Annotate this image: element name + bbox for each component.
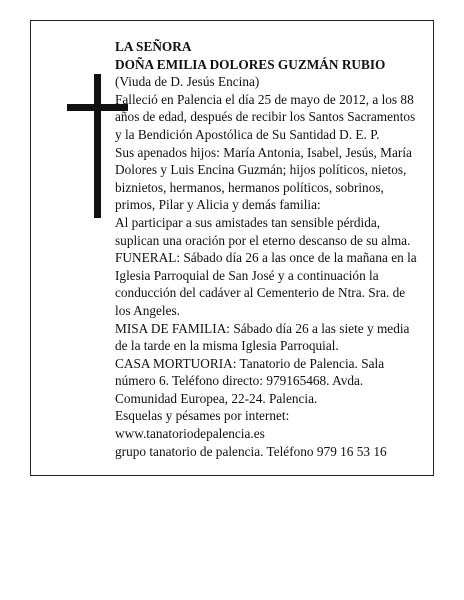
obituary-text [115, 38, 419, 460]
obituary-title: LA SEÑORA [115, 39, 192, 54]
family-list: Sus apenados hijos: María Antonia, Isabel, Jesús, María Dolores y Luis Encina Guzmán; hijos políticos, nietos, biznietos, hermanos, hermanos políticos, sobrinos, primos, Pilar y Alicia y demás familia: [115, 144, 412, 213]
deceased-name: DOÑA EMILIA DOLORES GUZMÁN RUBIO [115, 56, 386, 72]
website-link: www.tanatoriodepalencia.es [115, 426, 265, 442]
cross-vertical-beam [94, 74, 101, 218]
internet-label: Esquelas y pésames por internet: [115, 408, 290, 424]
footer-contact: grupo tanatorio de palencia. Teléfono 979 16 53 16 [115, 443, 387, 459]
death-announcement: Falleció en Palencia el día 25 de mayo de 2012, a los 88 años de edad, después de recibir los Santos Sacramentos y la Bendición Apostólica de Su Santidad D. E. P. [115, 91, 416, 142]
prayer-request: Al participar a sus amistades tan sensible pérdida, suplican una oración por el eterno descanso de su alma. [115, 214, 411, 248]
funeral-home-info: CASA MORTUORIA: Tanatorio de Palencia. Sala número 6. Teléfono directo: 979165468. Avda. Comunidad Europea, 22-24. Palencia. [115, 355, 385, 406]
family-mass-info: MISA DE FAMILIA: Sábado día 26 a las siete y media de la tarde en la misma Iglesia Parroquial. [115, 320, 410, 354]
widow-note: (Viuda de D. Jesús Encina) [115, 74, 260, 90]
funeral-info: FUNERAL: Sábado día 26 a las once de la mañana en la Iglesia Parroquial de San José y a continuación la conducción del cadáver al Cementerio de Ntra. Sra. de los Angeles. [115, 250, 417, 318]
